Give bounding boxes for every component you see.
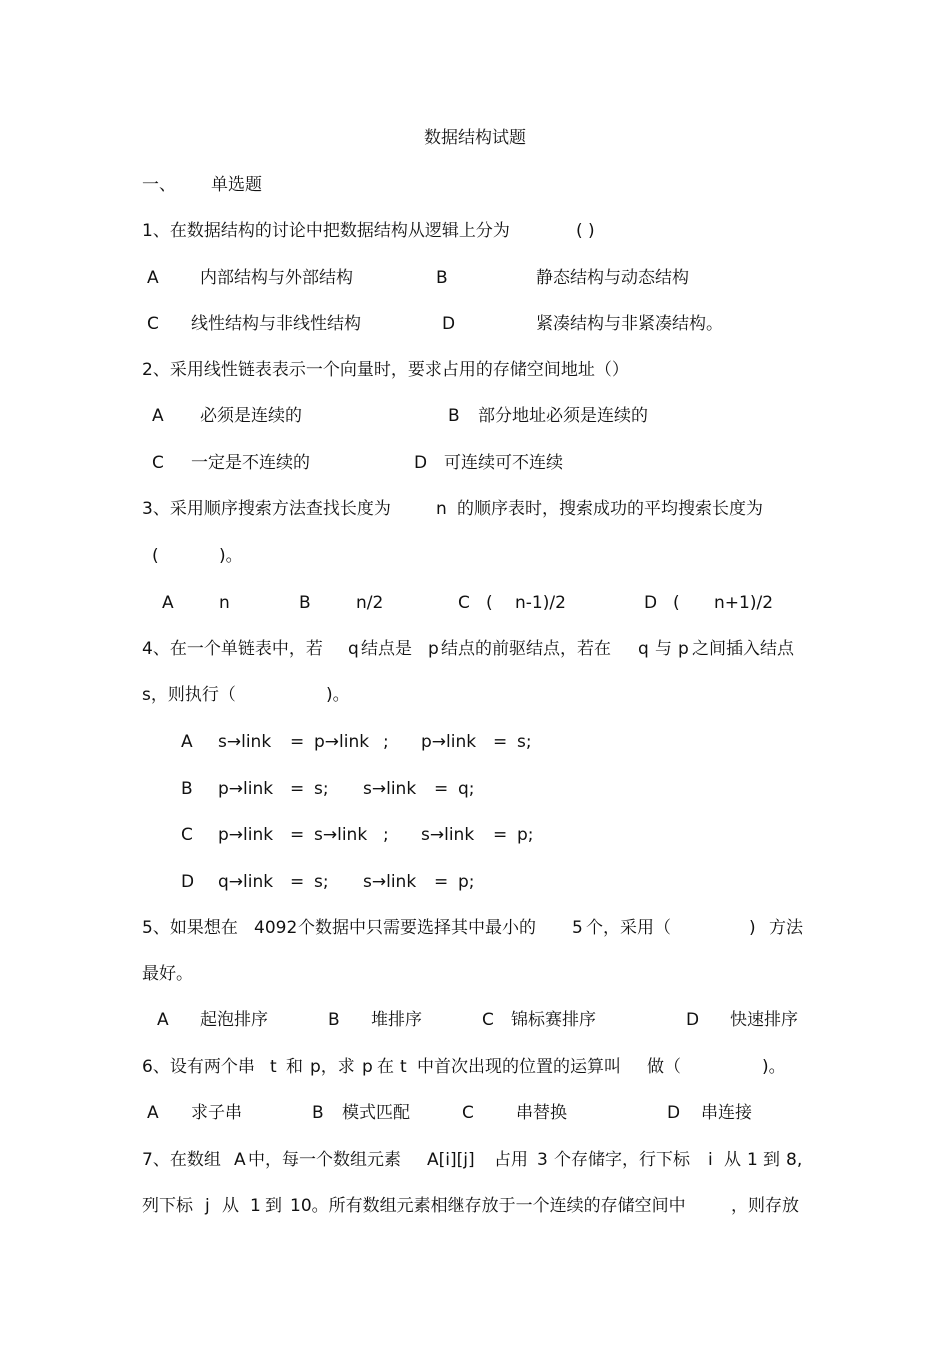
q4-option-a-part6: = <box>493 732 508 752</box>
q4-option-c-part7: p; <box>517 825 534 845</box>
document-title: 数据结构试题 <box>424 128 526 148</box>
q4-option-d-part1: q→link <box>218 872 274 892</box>
q4-option-b-letter: B <box>181 779 193 799</box>
q4-option-d-part2: = <box>290 872 305 892</box>
q4-option-c-part1: p→link <box>218 825 274 845</box>
question-7-col-index: j <box>205 1196 210 1216</box>
q2-option-a-letter: A <box>152 406 164 426</box>
q4-option-b-part5: = <box>434 779 449 799</box>
question-7-stem-part2: 中，每一个数组元素 <box>248 1150 401 1170</box>
q4-option-c-part3: s→link <box>314 825 368 845</box>
q2-option-d-letter: D <box>414 453 428 473</box>
question-5-count: 5 <box>572 918 583 938</box>
q3-option-b-text: n/2 <box>356 593 384 613</box>
question-7-stem-part3: 占用 <box>494 1150 528 1170</box>
q1-option-a-text: 内部结构与外部结构 <box>200 268 353 288</box>
q4-option-c-part2: = <box>290 825 305 845</box>
question-7-stem-part4: 个存储字，行下标 <box>554 1150 690 1170</box>
q4-option-b-part4: s→link <box>363 779 417 799</box>
q4-option-b-part2: = <box>290 779 305 799</box>
q4-option-a-part1: s→link <box>218 732 272 752</box>
question-6-t-2: t <box>400 1057 407 1077</box>
question-4-q-1: q <box>348 639 359 659</box>
q3-option-d-text: n+1)/2 <box>714 593 774 613</box>
q4-option-c-letter: C <box>181 825 193 845</box>
q1-option-c-text: 线性结构与非线性结构 <box>191 314 361 334</box>
q4-option-d-letter: D <box>181 872 195 892</box>
question-3-stem-part1: 3、采用顺序搜索方法查找长度为 <box>142 499 391 519</box>
q1-option-d-letter: D <box>442 314 456 334</box>
question-5-stem-part1: 5、如果想在 <box>142 918 238 938</box>
question-4-p-2: p <box>678 639 689 659</box>
q4-option-d-part3: s; <box>314 872 329 892</box>
q1-option-c-letter: C <box>147 314 159 334</box>
question-5-stem-part3: 个，采用（ <box>586 918 671 938</box>
q1-option-d-text: 紧凑结构与非紧凑结构。 <box>536 314 723 334</box>
q4-option-c-part5: s→link <box>421 825 475 845</box>
question-7-col-start: 1 <box>250 1196 261 1216</box>
question-6-stem-part6: 做（ <box>647 1057 681 1077</box>
question-1-stem: 1、在数据结构的讨论中把数据结构从逻辑上分为 <box>142 221 510 241</box>
question-3-blank-close: )。 <box>219 546 243 566</box>
q6-option-d-letter: D <box>667 1103 681 1123</box>
question-7-line2-part1: 列下标 <box>142 1196 193 1216</box>
question-5-stem-part2: 个数据中只需要选择其中最小的 <box>298 918 536 938</box>
q5-option-c-letter: C <box>482 1010 494 1030</box>
q3-option-a-letter: A <box>162 593 174 613</box>
question-7-row-start: 1 <box>747 1150 758 1170</box>
q4-option-a-part7: s; <box>517 732 532 752</box>
question-6-stem-part5: 中首次出现的位置的运算叫 <box>417 1057 621 1077</box>
q4-option-d-part5: = <box>434 872 449 892</box>
question-5-number: 4092 <box>254 918 298 938</box>
question-7-words: 3 <box>537 1150 548 1170</box>
question-7-row-end: 8, <box>786 1150 803 1170</box>
q4-option-a-part4: ; <box>383 732 389 752</box>
q5-option-a-letter: A <box>157 1010 169 1030</box>
question-4-p-1: p <box>428 639 439 659</box>
question-4-stem-part3: 结点的前驱结点，若在 <box>441 639 611 659</box>
question-7-line2-part3: ，则存放 <box>731 1196 799 1216</box>
q4-option-c-part6: = <box>493 825 508 845</box>
question-7-array: A <box>234 1150 246 1170</box>
question-4-stem-part2: 结点是 <box>361 639 412 659</box>
question-3-blank-open: ( <box>152 546 159 566</box>
q4-option-a-part3: p→link <box>314 732 370 752</box>
question-7-to-2: 到 <box>265 1196 282 1216</box>
q4-option-d-part4: s→link <box>363 872 417 892</box>
q5-option-a-text: 起泡排序 <box>200 1010 268 1030</box>
question-3-stem-variable: n <box>436 499 447 519</box>
question-7-from-1: 从 <box>724 1150 741 1170</box>
q4-option-b-part6: q; <box>458 779 475 799</box>
q4-option-a-part2: = <box>290 732 305 752</box>
q3-option-a-text: n <box>219 593 230 613</box>
question-6-stem-part3: p，求 <box>310 1057 355 1077</box>
question-4-blank-close: )。 <box>326 685 350 705</box>
q1-option-b-letter: B <box>436 268 448 288</box>
question-7-stem-part1: 7、在数组 <box>142 1150 221 1170</box>
question-7-from-2: 从 <box>222 1196 239 1216</box>
q2-option-b-letter: B <box>448 406 460 426</box>
question-7-row-index: i <box>708 1150 713 1170</box>
q5-option-d-text: 快速排序 <box>730 1010 798 1030</box>
q5-option-b-text: 堆排序 <box>371 1010 422 1030</box>
question-7-to-1: 到 <box>763 1150 780 1170</box>
question-6-t-1: t <box>270 1057 277 1077</box>
q4-option-d-part6: p; <box>458 872 475 892</box>
q2-option-b-text: 部分地址必须是连续的 <box>478 406 648 426</box>
q6-option-c-text: 串替换 <box>516 1103 567 1123</box>
q4-option-a-part5: p→link <box>421 732 477 752</box>
q4-option-b-part1: p→link <box>218 779 274 799</box>
q3-option-c-letter: C <box>458 593 470 613</box>
q1-option-b-text: 静态结构与动态结构 <box>536 268 689 288</box>
section-number: 一、 <box>142 175 176 195</box>
question-4-stem-part5: 之间插入结点 <box>692 639 794 659</box>
q3-option-d-open: ( <box>673 593 680 613</box>
q3-option-c-open: ( <box>486 593 493 613</box>
q6-option-b-text: 模式匹配 <box>342 1103 410 1123</box>
question-6-stem-part4: 在 <box>377 1057 394 1077</box>
q2-option-c-letter: C <box>152 453 164 473</box>
q6-option-b-letter: B <box>312 1103 324 1123</box>
q6-option-a-letter: A <box>147 1103 159 1123</box>
q2-option-d-text: 可连续可不连续 <box>444 453 563 473</box>
q5-option-d-letter: D <box>686 1010 700 1030</box>
q2-option-c-text: 一定是不连续的 <box>191 453 310 473</box>
q3-option-d-letter: D <box>644 593 658 613</box>
question-3-stem-part2: 的顺序表时，搜索成功的平均搜索长度为 <box>457 499 763 519</box>
question-6-stem-part1: 6、设有两个串 <box>142 1057 255 1077</box>
q5-option-b-letter: B <box>328 1010 340 1030</box>
q3-option-c-text: n-1)/2 <box>515 593 566 613</box>
q6-option-d-text: 串连接 <box>701 1103 752 1123</box>
question-4-stem-line2: s，则执行（ <box>142 685 236 705</box>
q5-option-c-text: 锦标赛排序 <box>511 1010 596 1030</box>
q6-option-a-text: 求子串 <box>191 1103 242 1123</box>
question-7-line2-part2: 10。所有数组元素相继存放于一个连续的存储空间中 <box>290 1196 686 1216</box>
question-6-blank-close: )。 <box>762 1057 786 1077</box>
q2-option-a-text: 必须是连续的 <box>200 406 302 426</box>
q3-option-b-letter: B <box>299 593 311 613</box>
question-6-p-1: p <box>362 1057 373 1077</box>
q4-option-c-part4: ; <box>383 825 389 845</box>
question-5-stem-line2: 最好。 <box>142 964 193 984</box>
q1-option-a-letter: A <box>147 268 159 288</box>
question-7-element: A[i][j] <box>427 1150 475 1170</box>
question-4-q-2: q <box>638 639 649 659</box>
q4-option-b-part3: s; <box>314 779 329 799</box>
question-2-stem: 2、采用线性链表表示一个向量时，要求占用的存储空间地址（） <box>142 360 629 380</box>
question-6-stem-part2: 和 <box>286 1057 303 1077</box>
section-name: 单选题 <box>211 175 262 195</box>
question-4-stem-part4: 与 <box>655 639 672 659</box>
q4-option-a-letter: A <box>181 732 193 752</box>
question-4-stem-part1: 4、在一个单链表中，若 <box>142 639 323 659</box>
question-5-stem-part4: 方法 <box>769 918 803 938</box>
q6-option-c-letter: C <box>462 1103 474 1123</box>
question-1-blank: ( ) <box>576 221 595 241</box>
question-5-blank-close: ) <box>749 918 756 938</box>
